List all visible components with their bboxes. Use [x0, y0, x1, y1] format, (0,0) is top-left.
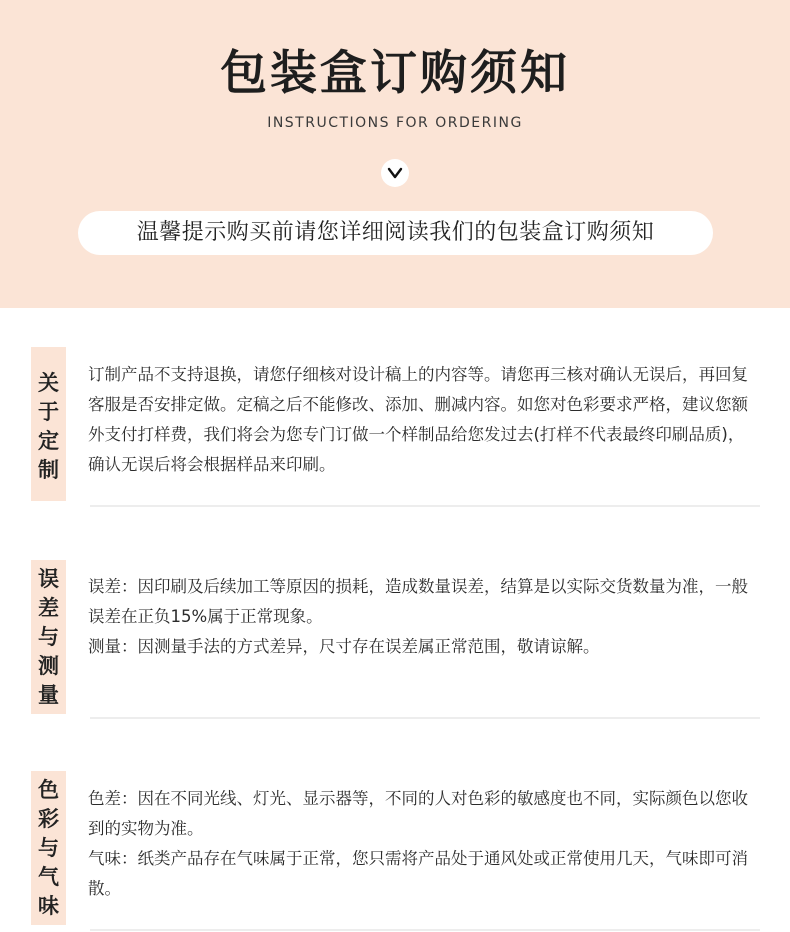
page-title: 包装盒订购须知	[220, 46, 570, 101]
divider	[90, 505, 760, 507]
label-char: 色	[38, 778, 59, 802]
label-char: 与	[38, 625, 59, 649]
paragraph: 测量：因测量手法的方式差异，尺寸存在误差属正常范围，敬请谅解。	[88, 637, 600, 656]
section-label	[31, 560, 66, 714]
divider	[90, 929, 760, 931]
paragraph: 气味：纸类产品存在气味属于正常，您只需将产品处于通风处或正常使用几天，气味即可消散。	[88, 849, 748, 898]
section-body	[88, 784, 748, 904]
label-char: 制	[38, 458, 59, 482]
label-char: 测	[38, 654, 59, 678]
section-label	[31, 771, 66, 925]
label-char: 与	[38, 836, 59, 860]
paragraph: 订制产品不支持退换，请您仔细核对设计稿上的内容等。请您再三核对确认无误后，再回复客服是否安排定做。定稿之后不能修改、添加、删减内容。如您对色彩要求严格，建议您额外支付打样费，我们将会为您专门订做一个样制品给您发过去(打样不代表最终印刷品质)，确认无误后将会根据样品来印刷。	[88, 365, 748, 474]
section-label	[31, 347, 66, 501]
section-body	[88, 572, 748, 662]
header-banner	[0, 0, 790, 308]
paragraph: 误差：因印刷及后续加工等原因的损耗，造成数量误差，结算是以实际交货数量为准，一般误差在正负15%属于正常现象。	[88, 577, 748, 626]
page-subtitle: INSTRUCTIONS FOR ORDERING	[267, 115, 523, 131]
divider	[90, 717, 760, 719]
label-char: 定	[38, 429, 59, 453]
chevron-down-icon	[381, 159, 409, 187]
paragraph: 色差：因在不同光线、灯光、显示器等，不同的人对色彩的敏感度也不同，实际颜色以您收到的实物为准。	[88, 789, 748, 838]
label-char: 差	[38, 596, 59, 620]
label-char: 误	[38, 567, 59, 591]
reading-tip-banner: 温馨提示购买前请您详细阅读我们的包装盒订购须知	[78, 211, 713, 255]
label-char: 于	[38, 400, 59, 424]
label-char: 关	[38, 371, 59, 395]
label-char: 气	[38, 865, 59, 889]
section-body	[88, 360, 748, 480]
label-char: 味	[38, 894, 59, 918]
label-char: 彩	[38, 807, 59, 831]
label-char: 量	[38, 683, 59, 707]
